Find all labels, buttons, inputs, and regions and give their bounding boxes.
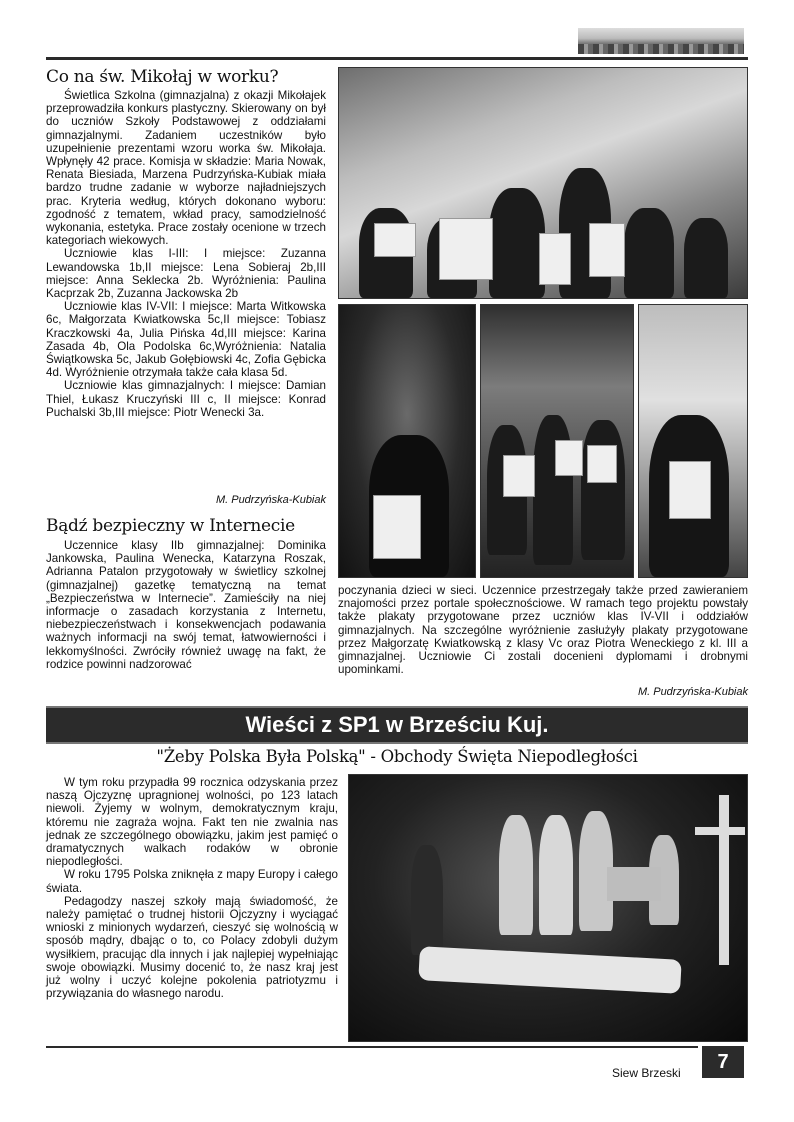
article2-body-left — [46, 539, 326, 671]
photo-figure — [581, 420, 625, 560]
section-banner: Wieści z SP1 w Brześciu Kuj. — [46, 706, 748, 744]
article2-signature: M. Pudrzyńska-Kubiak — [637, 686, 748, 698]
contest-photo-boy-board — [338, 304, 476, 578]
photo-birch-cross — [695, 827, 745, 835]
article2-paragraph: Uczennice klasy IIb gimnazjalnej: Dominika Jankowska, Paulina Wenecka, Katarzyna Roszak, Adrianna Patalon przygotowały w świetlicy szkolnej (gimnazjalnej) gazetkę tematyczną na temat „Bezpieczeństwa w Internecie”. Zamieściły na niej informacje o zasadach korzystania z Internetu, niebezpieczeństwach i konsekwencjach podawania ważnych informacji na swój temat, łatwowierności i lekkomyślności. Zwróciły również uwagę na fakt, że rodzice powinni nadzorować — [46, 539, 326, 671]
page-number: 7 — [702, 1046, 744, 1078]
photo-diploma — [439, 218, 493, 280]
photo-diploma — [669, 461, 711, 519]
contest-photo-group — [338, 67, 748, 299]
photo-figure — [539, 815, 573, 935]
independence-ceremony-photo — [348, 774, 748, 1042]
section-title: "Żeby Polska Była Polską" - Obchody Święta Niepodległości — [156, 747, 638, 766]
article1-paragraph: Uczniowie klas gimnazjalnych: I miejsce: Damian Thiel, Łukasz Kruczyński III c, II miejsce: Konrad Puchalski 3b,III miejsce: Piotr Wenecki 3a. — [46, 379, 326, 419]
photo-diploma — [374, 223, 416, 257]
photo-diploma — [555, 440, 583, 476]
photo-figure — [489, 188, 545, 298]
contest-photo-class-2b — [480, 304, 634, 578]
photo-diploma — [373, 495, 421, 559]
article2-title: Bądź bezpieczny w Internecie — [46, 516, 295, 536]
article2-body-right — [338, 584, 748, 676]
photo-figure — [624, 208, 674, 298]
section-paragraph: W roku 1795 Polska zniknęła z mapy Europy i całego świata. — [46, 868, 338, 895]
photo-diploma — [587, 445, 617, 483]
publication-name: Siew Brzeski — [612, 1066, 681, 1080]
article2-paragraph: poczynania dzieci w sieci. Uczennice przestrzegały także przed zawieraniem znajomości przez portale społecznościowe. W ramach tego projektu powstały także plakaty przygotowane przez uczniów klas IV-VII i oddziałów gimnazjalnych. Na szczególne wyróżnienie zasłużyły plakaty przygotowane przez Małgorzatę Kwiatkowską z klasy Vc oraz Piotra Weneckiego z kl. III a gimnazjalnej. Uczniowie Ci zostali docenieni dyplomami i drobnymi upominkami. — [338, 584, 748, 677]
article1-paragraph: Uczniowie klas I-III: I miejsce: Zuzanna Lewandowska 1b,II miejsce: Lena Sobieraj 2b,III miejsce: Anna Seklecka 2b. Wyróżnienia: Paulina Kacprzak 2b, Zuzanna Jackowska 2b — [46, 247, 326, 301]
article1-signature: M. Pudrzyńska-Kubiak — [215, 494, 326, 506]
photo-figure — [533, 415, 573, 565]
footer-rule — [46, 1046, 698, 1048]
header-rule — [46, 57, 748, 60]
photo-birch-cross — [719, 795, 729, 965]
section-paragraph: Pedagodzy naszej szkoły mają świadomość, że należy pamiętać o trudnej historii Ojczyzny i wyciągać wnioski z minionych wydarzeń, cieszyć się wolnością w sposób mądry, dbając o to, co Polacy zdobyli dużym wysiłkiem, pracując dla innych i jak najlepiej wypełniając swoje obowiązki. Musimy docenić to, że nasz kraj jest już wolny i uczyć kolejne pokolenia patriotyzmu i przywiązania do własnego narodu. — [46, 894, 338, 1001]
section-paragraph: W tym roku przypadła 99 rocznica odzyskania przez naszą Ojczyznę upragnionej wolności, po 123 latach niewoli. Żyjemy w wolnym, demokratycznym kraju, któremu nie zagraża wojna. Fakt ten nie zwalnia nas jednak ze szczególnego obowiązku, jakim jest pamięć o dramatycznych walkach rodaków w obronie niepodległości. — [46, 776, 338, 869]
photo-white-cloth — [418, 946, 681, 994]
section-body — [46, 776, 338, 1000]
article1-body — [46, 89, 326, 419]
photo-figure — [411, 845, 443, 955]
photo-figure — [499, 815, 533, 935]
photo-diploma — [503, 455, 535, 497]
contest-photo-boy-diploma — [638, 304, 748, 578]
photo-diploma — [589, 223, 625, 277]
article1-paragraph: Świetlica Szkolna (gimnazjalna) z okazji Mikołajek przeprowadziła konkurs plastyczny. Skierowany on był do uczniów Szkoły Podstawowej z oddziałami gimnazjalnymi. Zadaniem uczestników było uzupełnienie prezentami wzoru worka św. Mikołaja. Wpłynęły 42 prace. Komisja w składzie: Maria Nowak, Renata Biesiada, Marzena Pudrzyńska-Kubiak miała bardzo trudne zadanie w wyborze najładniejszych prac. Kryteria według, których dokonano wyboru: zgodność z tematem, wkład pracy, samodzielność wykonania, estetyka. Prace zostały ocenione w trzech kategoriach wiekowych. — [46, 89, 326, 248]
article1-paragraph: Uczniowie klas IV-VII: I miejsce: Marta Witkowska 6c, Małgorzata Kwiatkowska 5c,II miejsce: Tobiasz Kraczkowski 4a, Julia Pińska 4d,III miejsce: Karina Zasada 4b, Ola Podolska 6c,Wyróżnienia: Natalia Świątkowska 5c, Jakub Gołębiowski 4c, Zofia Gębicka 4d. Wyróżnienie otrzymała także cała klasa 5d. — [46, 300, 326, 380]
article1-title: Co na św. Mikołaj w worku? — [46, 67, 279, 87]
header-photo — [578, 28, 744, 54]
photo-table — [607, 867, 661, 901]
photo-diploma — [539, 233, 571, 285]
photo-figure — [684, 218, 728, 298]
